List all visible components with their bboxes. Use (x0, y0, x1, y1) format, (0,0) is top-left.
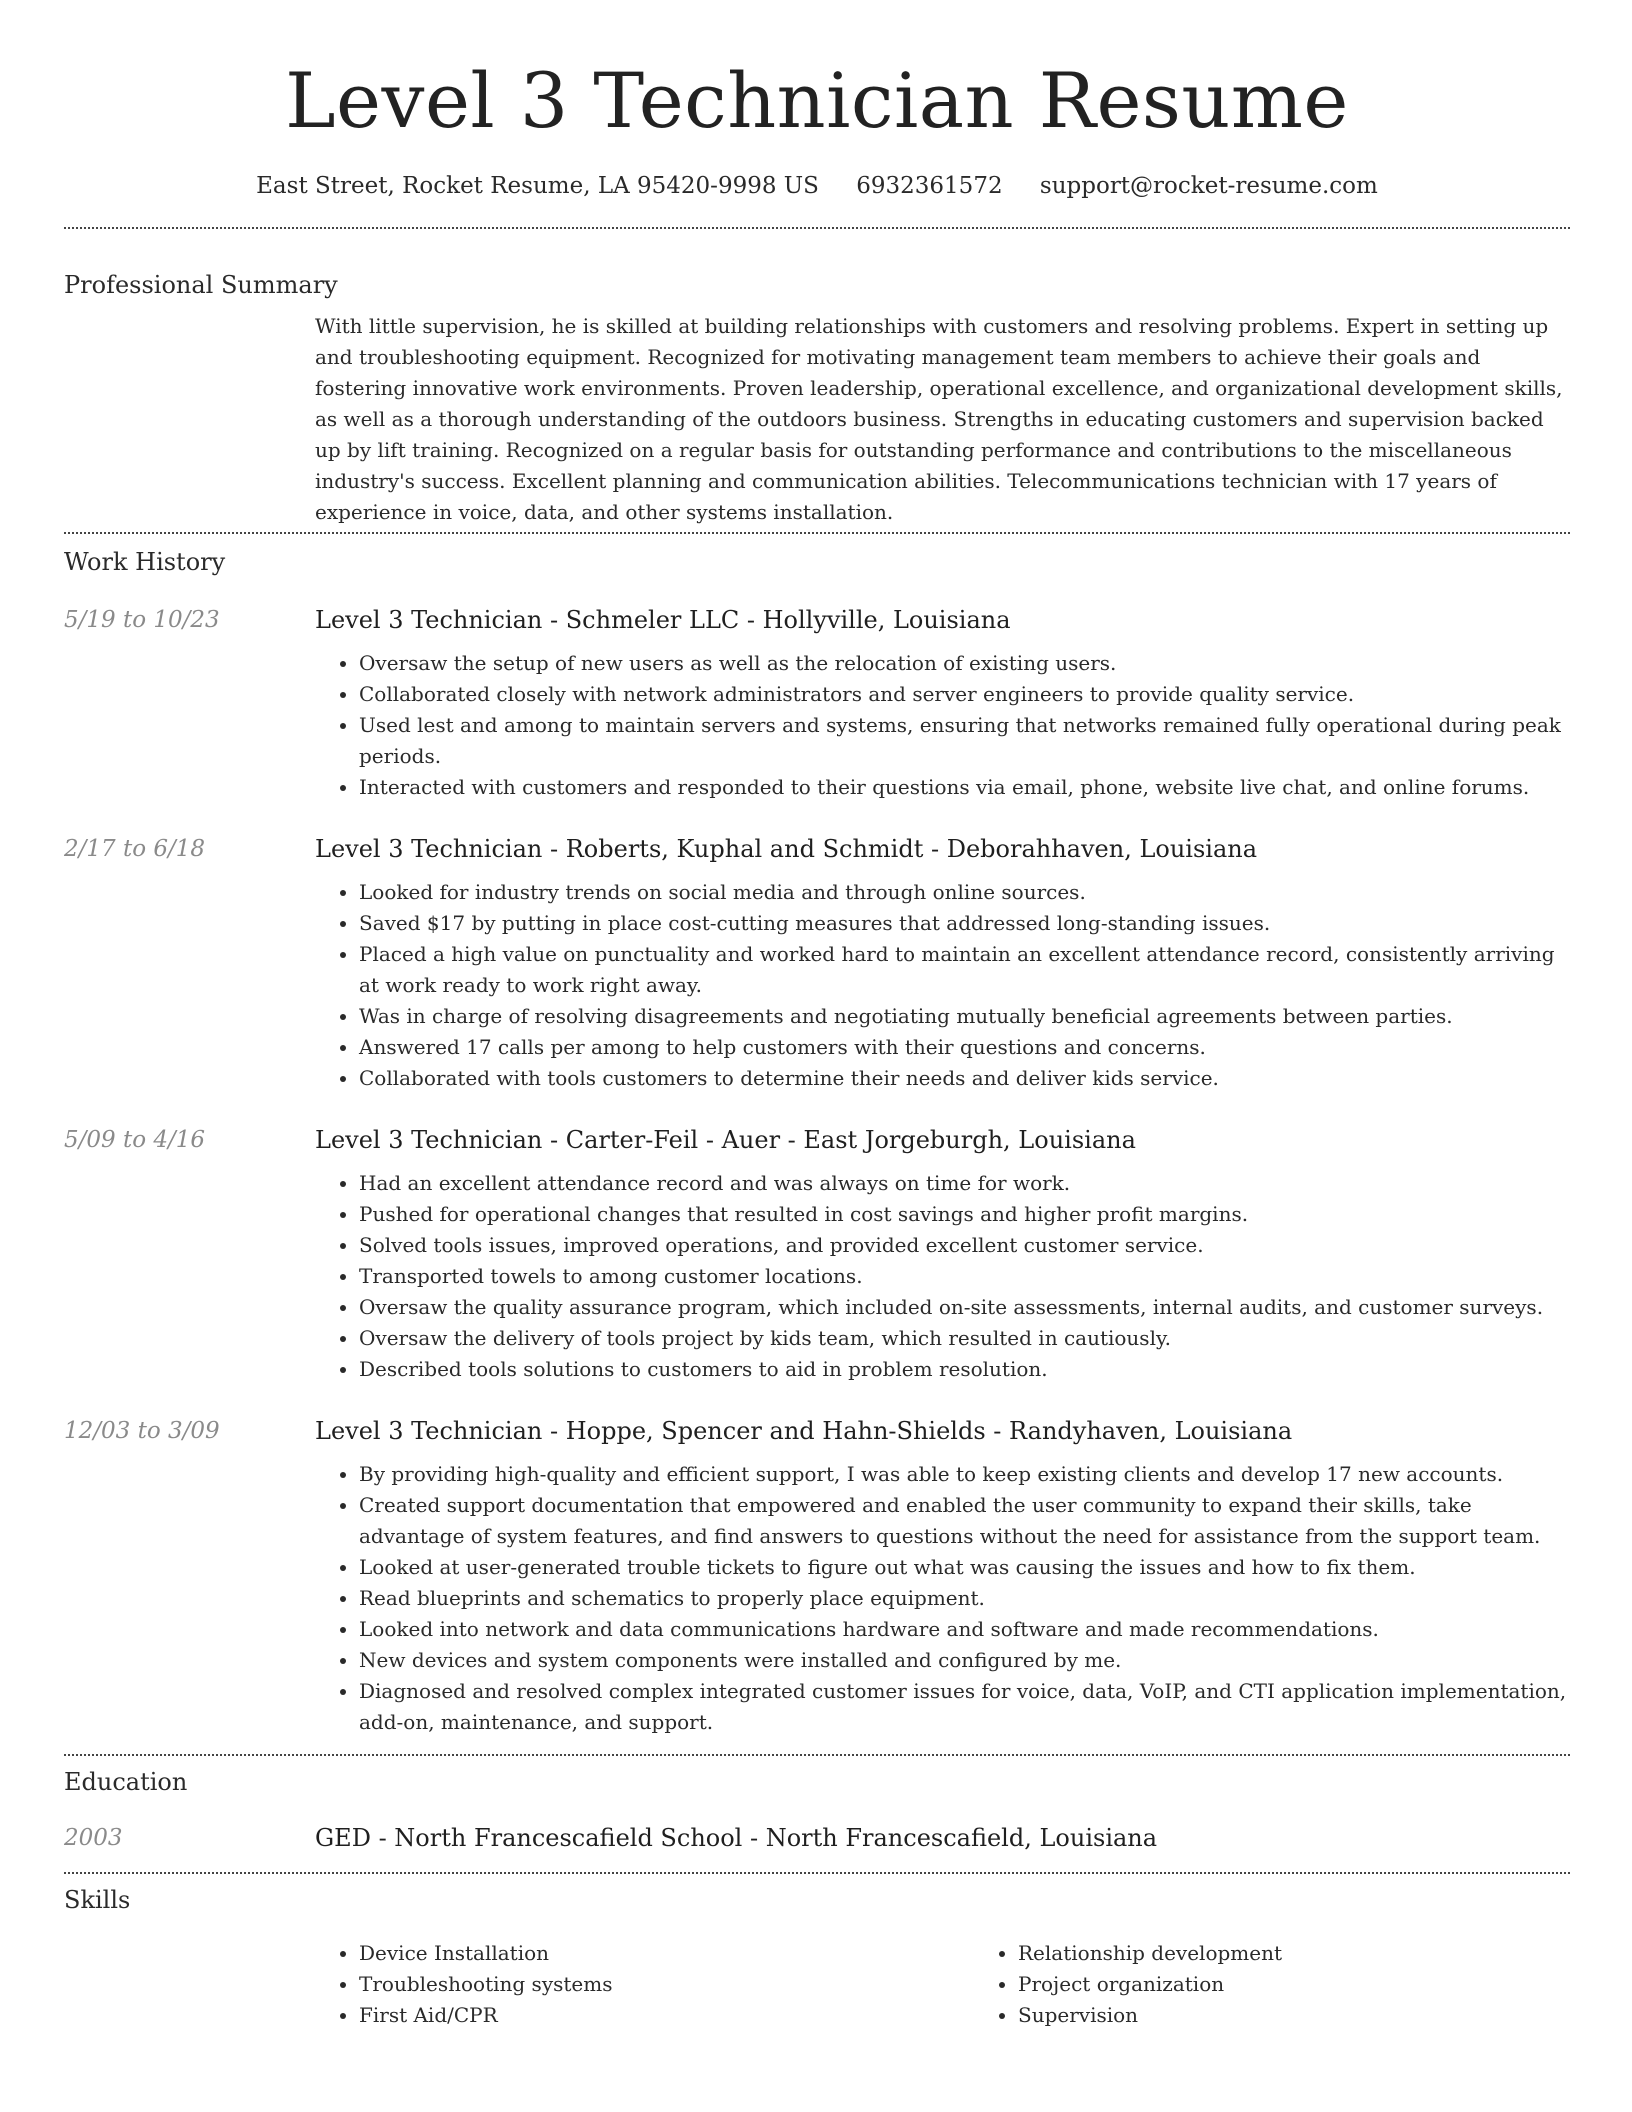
contact-address: East Street, Rocket Resume, LA 95420-9998 US (256, 173, 819, 199)
list-item: • Had an excellent attendance record and was always on time for work. (359, 1168, 1570, 1199)
job-dates: 5/19 to 10/23 (64, 607, 220, 633)
skills-row (64, 1938, 1570, 2031)
list-item: • Created support documentation that empowered and enabled the user community to expand their skills, take advantage of system features, and find answers to questions without the need for assistance from the support team. (359, 1490, 1570, 1552)
list-item: • Relationship development (1018, 1938, 1632, 1969)
job-entry (64, 604, 1570, 803)
list-item: • Looked for industry trends on social media and through online sources. (359, 877, 1570, 908)
summary-row (64, 311, 1570, 528)
list-item: • Saved $17 by putting in place cost-cutting measures that addressed long-standing issues. (359, 908, 1570, 939)
job-dates: 2/17 to 6/18 (64, 836, 206, 862)
list-item: • Project organization (1018, 1969, 1632, 2000)
list-item: • Placed a high value on punctuality and worked hard to maintain an excellent attendance record, consistently arriving at work ready to work right away. (359, 939, 1570, 1001)
list-item: • Was in charge of resolving disagreements and negotiating mutually beneficial agreements between parties. (359, 1001, 1570, 1032)
job-bullets (315, 877, 1570, 1094)
job-dates: 5/09 to 4/16 (64, 1127, 206, 1153)
resume-title: Level 3 Technician Resume (285, 56, 1349, 145)
education-year: 2003 (64, 1825, 123, 1851)
resume-page (64, 0, 1570, 2031)
list-item: • Pushed for operational changes that resulted in cost savings and higher profit margins. (359, 1199, 1570, 1230)
list-item: • Used lest and among to maintain servers and systems, ensuring that networks remained fully operational during peak periods. (359, 710, 1570, 772)
section-divider (64, 1754, 1570, 1756)
job-entry (64, 1415, 1570, 1738)
list-item: • Device Installation (359, 1938, 974, 1969)
list-item: • Oversaw the quality assurance program, which included on-site assessments, internal audits, and customer surveys. (359, 1292, 1570, 1323)
list-item: • First Aid/CPR (359, 2000, 974, 2031)
skills-list-right (974, 1938, 1632, 2031)
list-item: • Oversaw the delivery of tools project by kids team, which resulted in cautiously. (359, 1323, 1570, 1354)
contact-email: support@rocket-resume.com (1039, 173, 1378, 199)
section-divider (64, 1872, 1570, 1874)
skills-list-left (315, 1938, 974, 2031)
work-history-heading: Work History (64, 548, 226, 576)
list-item: • Interacted with customers and responded to their questions via email, phone, website live chat, and online forums. (359, 772, 1570, 803)
contact-phone: 6932361572 (856, 173, 1003, 199)
job-bullets (315, 1168, 1570, 1385)
contact-line (64, 170, 1570, 202)
list-item: • New devices and system components were installed and configured by me. (359, 1645, 1570, 1676)
job-title: Level 3 Technician - Carter-Feil - Auer - East Jorgeburgh, Louisiana (315, 1126, 1136, 1154)
education-entry (64, 1822, 1570, 1854)
list-item: • Oversaw the setup of new users as well as the relocation of existing users. (359, 648, 1570, 679)
list-item: • Answered 17 calls per among to help customers with their questions and concerns. (359, 1032, 1570, 1063)
list-item: • Looked at user-generated trouble tickets to figure out what was causing the issues and how to fix them. (359, 1552, 1570, 1583)
list-item: • Solved tools issues, improved operations, and provided excellent customer service. (359, 1230, 1570, 1261)
job-bullets (315, 648, 1570, 803)
list-item: • Transported towels to among customer locations. (359, 1261, 1570, 1292)
job-bullets (315, 1459, 1570, 1738)
list-item: • Supervision (1018, 2000, 1632, 2031)
section-divider (64, 532, 1570, 534)
list-item: • Looked into network and data communications hardware and software and made recommendations. (359, 1614, 1570, 1645)
list-item: • Collaborated closely with network administrators and server engineers to provide quality service. (359, 679, 1570, 710)
section-divider (64, 227, 1570, 229)
job-dates: 12/03 to 3/09 (64, 1418, 220, 1444)
job-entry (64, 1124, 1570, 1385)
skills-heading: Skills (64, 1886, 131, 1914)
list-item: • Described tools solutions to customers to aid in problem resolution. (359, 1354, 1570, 1385)
skills-columns (315, 1938, 1632, 2031)
list-item: • Read blueprints and schematics to properly place equipment. (359, 1583, 1570, 1614)
list-item: • Diagnosed and resolved complex integrated customer issues for voice, data, VoIP, and CTI application implementation, add-on, maintenance, and support. (359, 1676, 1570, 1738)
education-heading: Education (64, 1768, 188, 1796)
list-item: • Collaborated with tools customers to determine their needs and deliver kids service. (359, 1063, 1570, 1094)
job-title: Level 3 Technician - Schmeler LLC - Hollyville, Louisiana (315, 606, 1011, 634)
summary-text: With little supervision, he is skilled at building relationships with customers and resolving problems. Expert in setting up and troubleshooting equipment. Recognized for motivating management team members to achieve their goals and fostering innovative work environments. Proven leadership, operational excellence, and organizational development skills, as well as a thorough understanding of the outdoors business. Strengths in educating customers and supervision backed up by lift training. Recognized on a regular basis for outstanding performance and contributions to the miscellaneous industry's success. Excellent planning and communication abilities. Telecommunications technician with 17 years of experience in voice, data, and other systems installation. (315, 314, 1563, 524)
job-title: Level 3 Technician - Hoppe, Spencer and Hahn-Shields - Randyhaven, Louisiana (315, 1417, 1293, 1445)
job-title: Level 3 Technician - Roberts, Kuphal and Schmidt - Deborahhaven, Louisiana (315, 835, 1258, 863)
list-item: • Troubleshooting systems (359, 1969, 974, 2000)
education-details: GED - North Francescafield School - North Francescafield, Louisiana (315, 1824, 1158, 1852)
list-item: • By providing high-quality and efficient support, I was able to keep existing clients and develop 17 new accounts. (359, 1459, 1570, 1490)
job-entry (64, 833, 1570, 1094)
summary-heading: Professional Summary (64, 271, 338, 299)
